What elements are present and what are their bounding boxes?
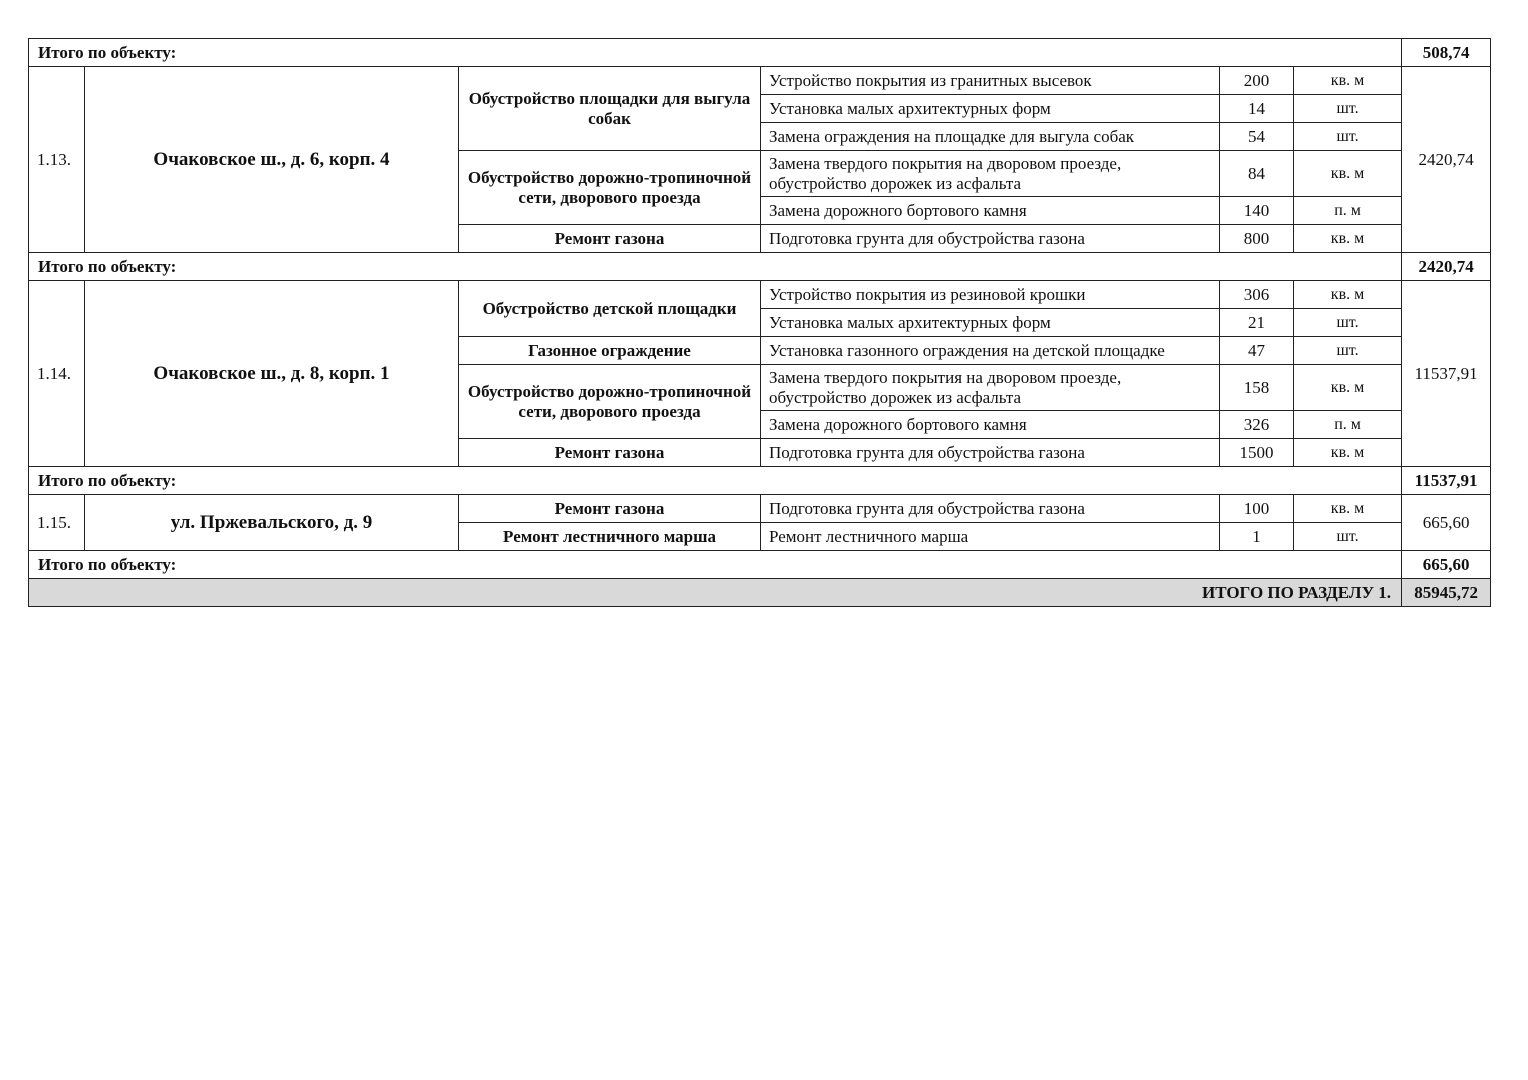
object-total-sum: 2420,74 [1402,253,1491,281]
work-quantity: 158 [1220,365,1294,411]
works-table [28,38,1491,607]
object-total-label: Итого по объекту: [29,551,1402,579]
work-quantity: 1 [1220,523,1294,551]
work-unit: кв. м [1294,439,1402,467]
work-type: Газонное ограждение [459,337,761,365]
object-total-label: Итого по объекту: [29,467,1402,495]
work-unit: кв. м [1294,151,1402,197]
work-description: Подготовка грунта для обустройства газона [761,439,1220,467]
table-row [29,281,1491,309]
object-address: Очаковское ш., д. 8, корп. 1 [85,281,459,467]
work-description: Замена твердого покрытия на дворовом проезде, обустройство дорожек из асфальта [761,365,1220,411]
work-unit: кв. м [1294,495,1402,523]
work-description: Ремонт лестничного марша [761,523,1220,551]
work-type: Ремонт лестничного марша [459,523,761,551]
work-unit: кв. м [1294,67,1402,95]
object-total-label: Итого по объекту: [29,253,1402,281]
object-total-row [29,467,1491,495]
object-total-row [29,39,1491,67]
work-description: Установка газонного ограждения на детской площадке [761,337,1220,365]
work-unit: шт. [1294,95,1402,123]
object-total-label: Итого по объекту: [29,39,1402,67]
object-total-sum: 11537,91 [1402,467,1491,495]
object-total-row [29,253,1491,281]
table-row [29,67,1491,95]
work-quantity: 47 [1220,337,1294,365]
object-sum: 2420,74 [1402,67,1491,253]
work-type: Ремонт газона [459,495,761,523]
work-type: Обустройство дорожно-тропиночной сети, дворового проезда [459,365,761,439]
object-sum: 665,60 [1402,495,1491,551]
work-unit: шт. [1294,523,1402,551]
work-type: Обустройство площадки для выгула собак [459,67,761,151]
work-unit: п. м [1294,411,1402,439]
work-type: Ремонт газона [459,225,761,253]
work-description: Устройство покрытия из гранитных высевок [761,67,1220,95]
work-unit: кв. м [1294,281,1402,309]
work-type: Ремонт газона [459,439,761,467]
table-row [29,495,1491,523]
object-address: ул. Пржевальского, д. 9 [85,495,459,551]
work-quantity: 14 [1220,95,1294,123]
work-unit: кв. м [1294,225,1402,253]
work-quantity: 140 [1220,197,1294,225]
work-unit: п. м [1294,197,1402,225]
work-quantity: 100 [1220,495,1294,523]
work-unit: шт. [1294,337,1402,365]
object-total-row [29,551,1491,579]
work-quantity: 200 [1220,67,1294,95]
work-description: Устройство покрытия из резиновой крошки [761,281,1220,309]
work-quantity: 54 [1220,123,1294,151]
work-description: Установка малых архитектурных форм [761,95,1220,123]
object-address: Очаковское ш., д. 6, корп. 4 [85,67,459,253]
work-type: Обустройство дорожно-тропиночной сети, дворового проезда [459,151,761,225]
work-quantity: 326 [1220,411,1294,439]
work-type: Обустройство детской площадки [459,281,761,337]
object-sum: 11537,91 [1402,281,1491,467]
work-description: Замена твердого покрытия на дворовом проезде, обустройство дорожек из асфальта [761,151,1220,197]
work-quantity: 1500 [1220,439,1294,467]
work-quantity: 800 [1220,225,1294,253]
object-number: 1.15. [29,495,85,551]
object-total-sum: 665,60 [1402,551,1491,579]
section-total-label: ИТОГО ПО РАЗДЕЛУ 1. [29,579,1402,607]
work-unit: шт. [1294,309,1402,337]
work-description: Замена ограждения на площадке для выгула собак [761,123,1220,151]
work-description: Замена дорожного бортового камня [761,411,1220,439]
work-quantity: 21 [1220,309,1294,337]
section-total-row [29,579,1491,607]
work-description: Установка малых архитектурных форм [761,309,1220,337]
object-total-sum: 508,74 [1402,39,1491,67]
object-number: 1.13. [29,67,85,253]
work-unit: шт. [1294,123,1402,151]
work-unit: кв. м [1294,365,1402,411]
section-total-sum: 85945,72 [1402,579,1491,607]
object-number: 1.14. [29,281,85,467]
work-quantity: 84 [1220,151,1294,197]
work-description: Подготовка грунта для обустройства газона [761,495,1220,523]
work-description: Замена дорожного бортового камня [761,197,1220,225]
work-description: Подготовка грунта для обустройства газона [761,225,1220,253]
work-quantity: 306 [1220,281,1294,309]
